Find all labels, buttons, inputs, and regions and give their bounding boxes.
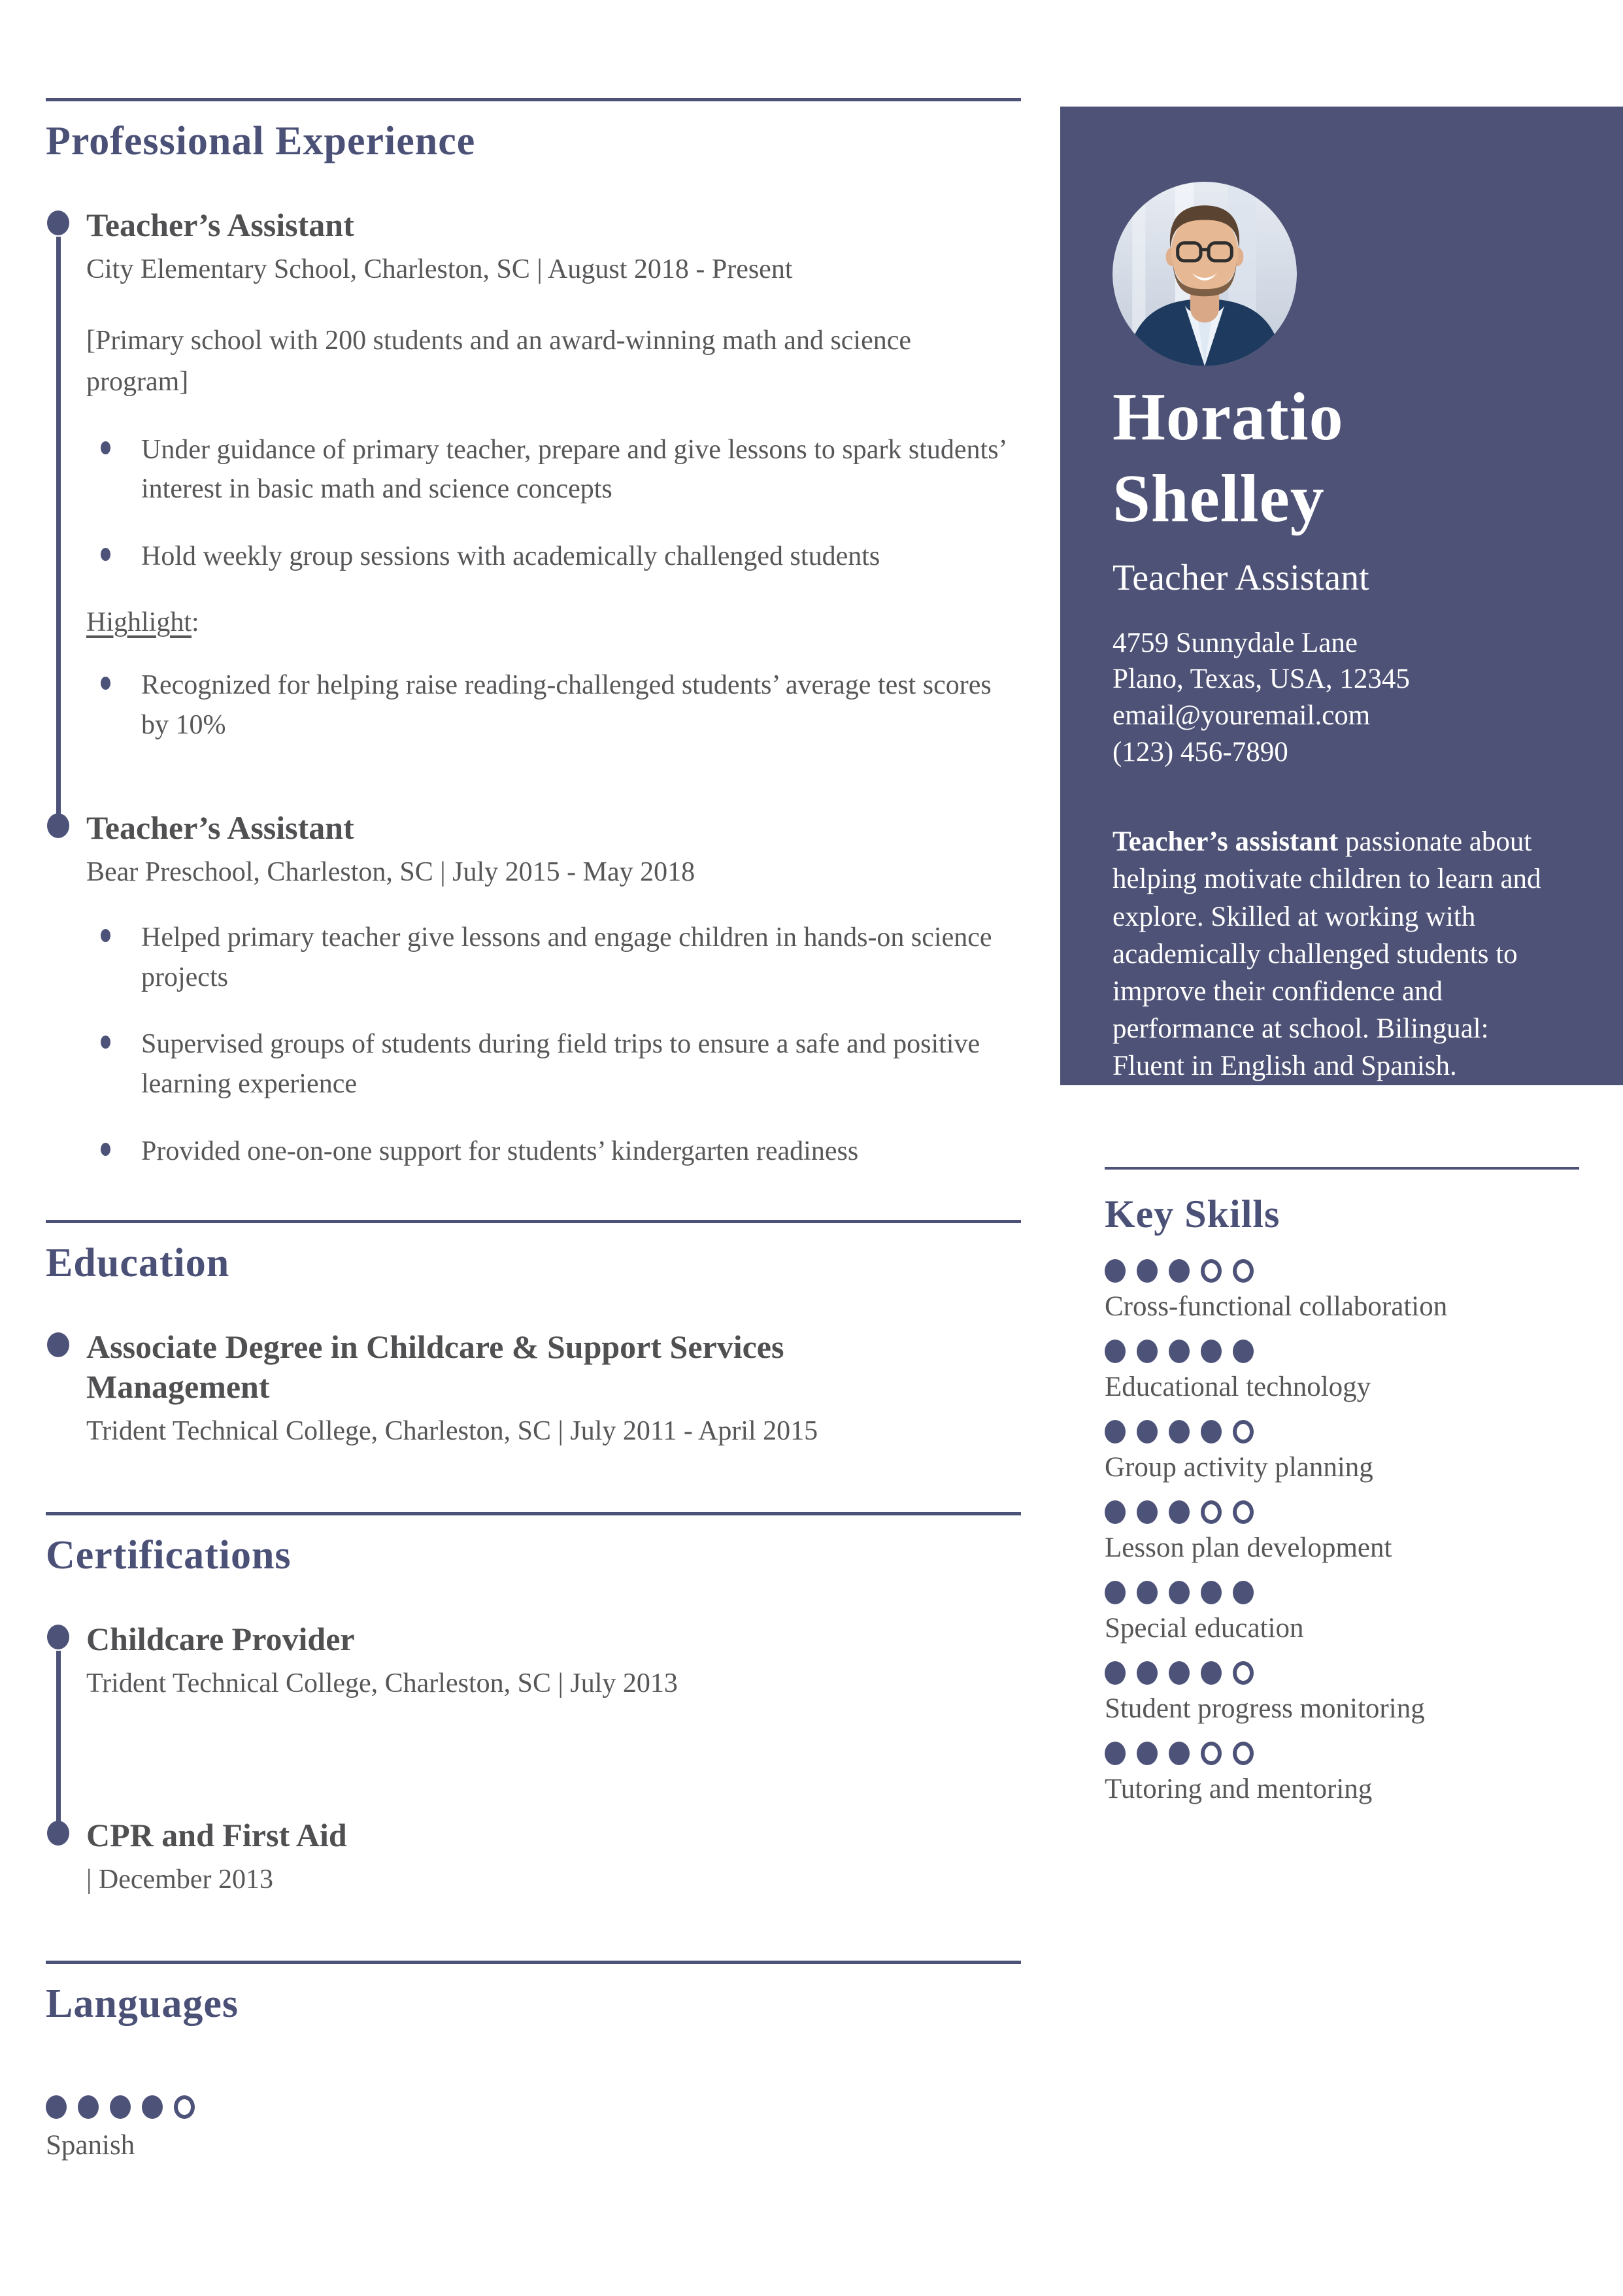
- education-heading: Education: [46, 1241, 230, 1286]
- contact-block: [1113, 625, 1567, 771]
- person-name: [1113, 377, 1567, 540]
- certification-title: CPR and First Aid: [86, 1817, 347, 1854]
- person-role: Teacher Assistant: [1113, 557, 1369, 598]
- skill-rating: [1105, 1259, 1579, 1283]
- rating-dot-empty: [1233, 1500, 1254, 1524]
- rating-dot-filled: [78, 2095, 99, 2119]
- skill-item: [1105, 1420, 1579, 1483]
- highlight-colon: :: [192, 607, 199, 638]
- job-title: Teacher’s Assistant: [86, 809, 354, 847]
- profile-summary: [1113, 823, 1567, 1085]
- person-name-line1: Horatio: [1113, 379, 1344, 454]
- sidebar-content: [1060, 182, 1623, 1085]
- section-languages: [46, 1961, 1021, 2161]
- contact-phone: (123) 456-7890: [1113, 737, 1288, 768]
- rating-dot-filled: [46, 2095, 67, 2119]
- rating-dot-empty: [1233, 1742, 1254, 1765]
- contact-address-line2: Plano, Texas, USA, 12345: [1113, 664, 1410, 695]
- certification-entry-1: [46, 1619, 1021, 1702]
- certification-title: Childcare Provider: [86, 1620, 355, 1657]
- timeline-dot: [47, 813, 69, 838]
- rating-dot-filled: [1169, 1259, 1190, 1283]
- job-bullet-list: [86, 430, 1021, 577]
- job-bullet: Provided one-on-one support for students’ kindergarten readiness: [86, 1132, 1021, 1172]
- contact-email: email@youremail.com: [1113, 700, 1371, 732]
- skill-item: [1105, 1661, 1579, 1725]
- degree-title: Associate Degree in Childcare & Support Services Management: [86, 1328, 784, 1406]
- education-entry: [46, 1327, 1021, 1449]
- rating-dot-filled: [1105, 1420, 1126, 1443]
- rating-dot-filled: [1169, 1420, 1190, 1443]
- skill-item: [1105, 1259, 1579, 1323]
- rating-dot-empty: [174, 2095, 195, 2119]
- rating-dot-filled: [1169, 1340, 1190, 1363]
- rating-dot-empty: [1201, 1259, 1222, 1283]
- highlight-label: [86, 607, 1021, 638]
- timeline-dot: [47, 1625, 69, 1649]
- rating-dot-filled: [1137, 1581, 1158, 1604]
- main-column: [46, 98, 1021, 2161]
- job-bullet: Supervised groups of students during field trips to ensure a safe and positive learning experience: [86, 1024, 1021, 1104]
- skill-rating: [1105, 1420, 1579, 1443]
- job-meta: Bear Preschool, Charleston, SC | July 2015 - May 2018: [86, 857, 695, 888]
- rating-dot-filled: [110, 2095, 131, 2119]
- skill-rating: [1105, 1500, 1579, 1524]
- rating-dot-filled: [1201, 1661, 1222, 1685]
- experience-entry-2: [46, 808, 1021, 1172]
- rating-dot-filled: [1105, 1500, 1126, 1524]
- rating-dot-filled: [1105, 1340, 1126, 1363]
- job-description: [Primary school with 200 students and an award-winning math and science program]: [86, 325, 912, 397]
- rating-dot-filled: [1105, 1259, 1126, 1283]
- rating-dot-filled: [142, 2095, 163, 2119]
- rating-dot-filled: [1233, 1581, 1254, 1604]
- section-divider: [46, 1961, 1021, 1964]
- rating-dot-filled: [1201, 1420, 1222, 1443]
- language-name: Spanish: [46, 2129, 135, 2161]
- experience-entry-1: [46, 205, 1021, 745]
- highlight-word: Highlight: [86, 607, 192, 638]
- section-divider: [46, 1220, 1021, 1223]
- sidebar: [1060, 107, 1623, 1085]
- rating-dot-filled: [1105, 1581, 1126, 1604]
- rating-dot-filled: [1137, 1340, 1158, 1363]
- summary-text: passionate about helping motivate children to learn and explore. Skilled at working with academically challenged students to improve their confidence and performance at school. Bilingual: Fluent in English and Spanish.: [1113, 826, 1541, 1082]
- certifications-heading: Certifications: [46, 1532, 292, 1578]
- job-meta: City Elementary School, Charleston, SC | August 2018 - Present: [86, 254, 793, 284]
- highlight-bullet-list: [86, 666, 1021, 745]
- person-name-line2: Shelley: [1113, 460, 1325, 536]
- section-key-skills: [1105, 1167, 1579, 1805]
- rating-dot-empty: [1233, 1420, 1254, 1443]
- skill-name: Lesson plan development: [1105, 1532, 1392, 1563]
- skill-name: Student progress monitoring: [1105, 1693, 1425, 1724]
- experience-heading: Professional Experience: [46, 119, 476, 163]
- rating-dot-filled: [1201, 1340, 1222, 1363]
- rating-dot-filled: [1137, 1420, 1158, 1443]
- rating-dot-filled: [1105, 1661, 1126, 1685]
- timeline-dot: [47, 1821, 69, 1846]
- section-certifications: [46, 1512, 1021, 1898]
- skill-rating: [1105, 1742, 1579, 1765]
- timeline-dot: [47, 1332, 69, 1357]
- rating-dot-filled: [1169, 1500, 1190, 1524]
- rating-dot-empty: [1233, 1661, 1254, 1685]
- skill-rating: [1105, 1340, 1579, 1363]
- section-education: [46, 1220, 1021, 1449]
- rating-dot-empty: [1233, 1259, 1254, 1283]
- skill-name: Cross-functional collaboration: [1105, 1291, 1448, 1322]
- rating-dot-filled: [1105, 1742, 1126, 1765]
- profile-photo: [1113, 182, 1297, 366]
- highlight-bullet: Recognized for helping raise reading-challenged students’ average test scores by 10%: [86, 666, 1021, 745]
- job-bullet: Hold weekly group sessions with academically challenged students: [86, 537, 1021, 577]
- language-rating: [46, 2095, 1021, 2119]
- section-divider: [46, 98, 1021, 101]
- job-bullet: Helped primary teacher give lessons and engage children in hands-on science projects: [86, 918, 1021, 998]
- skill-item: [1105, 1500, 1579, 1564]
- rating-dot-empty: [1201, 1500, 1222, 1524]
- rating-dot-filled: [1169, 1742, 1190, 1765]
- languages-heading: Languages: [46, 1981, 239, 2026]
- job-bullet: Under guidance of primary teacher, prepare and give lessons to spark students’ interest in basic math and science concepts: [86, 430, 1021, 510]
- section-divider: [1105, 1167, 1579, 1170]
- rating-dot-filled: [1137, 1661, 1158, 1685]
- job-title: Teacher’s Assistant: [86, 207, 354, 243]
- rating-dot-empty: [1201, 1742, 1222, 1765]
- certification-entry-2: [46, 1815, 1021, 1898]
- section-divider: [46, 1512, 1021, 1515]
- rating-dot-filled: [1137, 1500, 1158, 1524]
- rating-dot-filled: [1137, 1259, 1158, 1283]
- key-skills-heading: Key Skills: [1105, 1192, 1280, 1236]
- rating-dot-filled: [1169, 1661, 1190, 1685]
- skill-name: Special education: [1105, 1613, 1304, 1644]
- summary-lead: Teacher’s assistant: [1113, 826, 1339, 858]
- rating-dot-filled: [1201, 1581, 1222, 1604]
- degree-meta: Trident Technical College, Charleston, SC | July 2011 - April 2015: [86, 1416, 818, 1447]
- skill-rating: [1105, 1581, 1579, 1604]
- skill-name: Educational technology: [1105, 1372, 1371, 1402]
- certification-meta: | December 2013: [86, 1865, 273, 1895]
- skill-item: [1105, 1340, 1579, 1403]
- certification-meta: Trident Technical College, Charleston, SC | July 2013: [86, 1668, 678, 1698]
- skill-item: [1105, 1742, 1579, 1805]
- job-bullet-list: [86, 918, 1021, 1172]
- section-experience: [46, 98, 1021, 1172]
- rating-dot-filled: [1169, 1581, 1190, 1604]
- skill-rating: [1105, 1661, 1579, 1685]
- timeline-dot: [47, 211, 69, 235]
- skill-name: Group activity planning: [1105, 1452, 1373, 1483]
- contact-address-line1: 4759 Sunnydale Lane: [1113, 627, 1358, 658]
- rating-dot-filled: [1137, 1742, 1158, 1765]
- rating-dot-filled: [1233, 1340, 1254, 1363]
- skill-name: Tutoring and mentoring: [1105, 1774, 1373, 1804]
- skill-item: [1105, 1581, 1579, 1644]
